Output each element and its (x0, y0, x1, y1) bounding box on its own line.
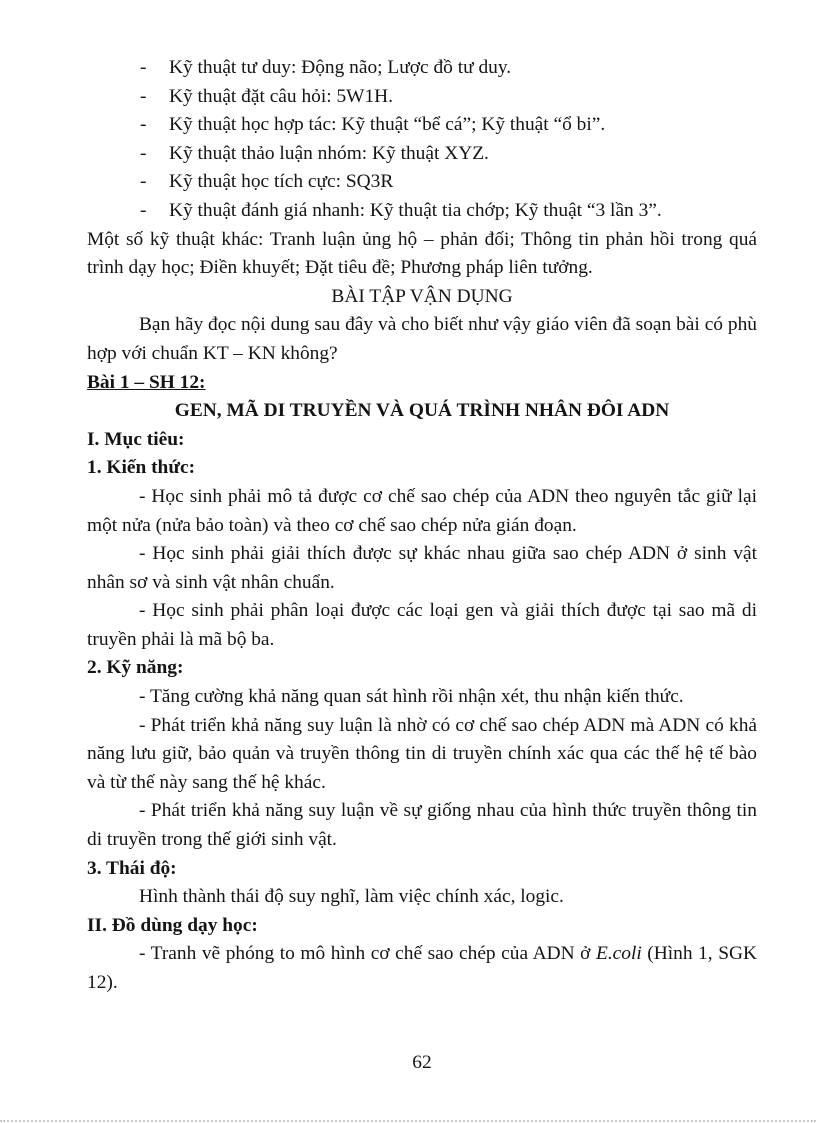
list-item (87, 197, 757, 226)
list-item (87, 168, 757, 197)
exercise-intro-paragraph: Bạn hãy đọc nội dung sau đây và cho biết như vậy giáo viên đã soạn bài có phù hợp với chuẩn KT – KN không? (87, 314, 757, 364)
lesson-title: GEN, MÃ DI TRUYỀN VÀ QUÁ TRÌNH NHÂN ĐÔI ADN (174, 400, 670, 422)
knowledge-item-paragraph: - Học sinh phải mô tả được cơ chế sao chép của ADN theo nguyên tắc giữ lại một nửa (nửa bảo toàn) và theo cơ chế sao chép nửa gián đoạn. (87, 485, 757, 536)
dash-bullet: - (140, 114, 147, 136)
skills-item-paragraph: - Phát triển khả năng suy luận về sự giống nhau của hình thức truyền thông tin di truyền trong thế giới sinh vật. (87, 800, 757, 851)
materials-text-pre: - Tranh vẽ phóng to mô hình cơ chế sao chép của ADN ở (139, 943, 596, 965)
exercise-label: Bài 1 – SH 12: (87, 371, 206, 393)
list-item-text: Kỹ thuật đặt câu hỏi: 5W1H. (169, 85, 394, 107)
list-item-text: Kỹ thuật học tích cực: SQ3R (169, 171, 394, 193)
materials-text-italic: E.coli (595, 943, 642, 965)
page-number: 62 (412, 1052, 432, 1073)
list-item-text: Kỹ thuật thảo luận nhóm: Kỹ thuật XYZ. (169, 142, 489, 164)
skills-item-paragraph: - Tăng cường khả năng quan sát hình rồi nhận xét, thu nhận kiến thức. (139, 686, 684, 708)
heading-materials: II. Đồ dùng dạy học: (87, 914, 258, 936)
list-item (87, 111, 757, 140)
page-bottom-edge (0, 1120, 816, 1122)
list-item-text: Kỹ thuật đánh giá nhanh: Kỹ thuật tia chớp; Kỹ thuật “3 lần 3”. (169, 199, 662, 221)
technique-list (87, 54, 757, 226)
dash-bullet: - (140, 171, 147, 193)
other-techniques-paragraph: Một số kỹ thuật khác: Tranh luận ủng hộ – phản đối; Thông tin phản hồi trong quá trình dạy học; Điền khuyết; Đặt tiêu đề; Phương pháp liên tưởng. (87, 228, 757, 279)
knowledge-item-paragraph: - Học sinh phải phân loại được các loại gen và giải thích được tại sao mã di truyền phải là mã bộ ba. (87, 600, 757, 650)
materials-text-post: (Hình 1, SGK 12). (87, 943, 757, 993)
attitude-paragraph: Hình thành thái độ suy nghĩ, làm việc chính xác, logic. (139, 886, 564, 908)
dash-bullet: - (140, 57, 147, 78)
list-item-text: Kỹ thuật học hợp tác: Kỹ thuật “bể cá”; Kỹ thuật “ổ bi”. (169, 114, 606, 136)
dash-bullet: - (140, 142, 147, 164)
dash-bullet: - (140, 199, 147, 221)
list-item-text: Kỹ thuật tư duy: Động não; Lược đồ tư duy. (169, 57, 512, 78)
list-item (87, 54, 757, 83)
exercise-label-line (87, 369, 757, 398)
heading-skills: 2. Kỹ năng: (87, 657, 184, 679)
knowledge-item-paragraph: - Học sinh phải giải thích được sự khác nhau giữa sao chép ADN ở sinh vật nhân sơ và sinh vật nhân chuẩn. (87, 543, 757, 593)
skills-item-paragraph: - Phát triển khả năng suy luận là nhờ có cơ chế sao chép ADN mà ADN có khả năng lưu giữ, bảo quản và truyền thông tin di truyền chính xác qua các thế hệ tế bào và từ thế này sang thế hệ khác. (87, 714, 757, 793)
dash-bullet: - (140, 85, 147, 107)
heading-attitude: 3. Thái độ: (87, 857, 177, 879)
heading-knowledge: 1. Kiến thức: (87, 457, 196, 479)
materials-paragraph (87, 940, 757, 997)
list-item (87, 140, 757, 169)
heading-objectives: I. Mục tiêu: (87, 428, 185, 450)
section-heading: BÀI TẬP VẬN DỤNG (331, 285, 513, 307)
page-content (87, 54, 757, 998)
list-item (87, 83, 757, 112)
